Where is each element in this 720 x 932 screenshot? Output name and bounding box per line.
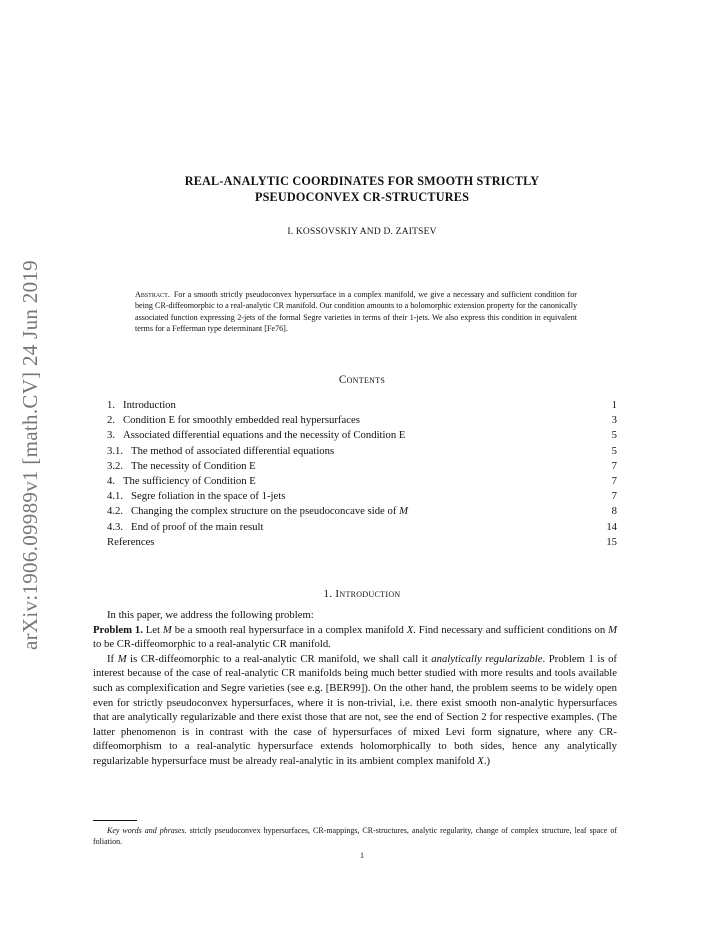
toc-entry[interactable] (107, 474, 617, 489)
problem-text: to be CR-diffeomorphic to a real-analytic CR manifold. (93, 638, 331, 651)
section-body (93, 608, 617, 769)
toc-entry[interactable] (107, 520, 617, 535)
toc-entry-title: Introduction (123, 399, 176, 411)
toc-entry-title: End of proof of the main result (131, 520, 264, 533)
page-number: 1 (360, 851, 364, 860)
toc-entry-page: 1 (611, 399, 617, 411)
toc-entry[interactable] (107, 398, 617, 413)
arxiv-identifier: arXiv:1906.09989v1 [math.CV] 24 Jun 2019 (18, 260, 42, 650)
toc-entry-title: References (107, 535, 155, 548)
toc-entry[interactable] (107, 459, 617, 474)
toc-entry-title: Associated differential equations and the necessity of Condition E (123, 429, 406, 442)
toc-entry-page: 7 (611, 474, 617, 487)
authors: I. KOSSOVSKIY AND D. ZAITSEV (287, 227, 437, 237)
abstract-label: Abstract. (135, 290, 170, 299)
defined-term: analytically regularizable (431, 652, 543, 665)
problem-text: . Find necessary and sufficient conditions on (413, 623, 609, 636)
math-symbol: M (399, 505, 408, 518)
toc-entry-title: The method of associated differential equations (131, 444, 335, 457)
toc-entry-page: 7 (611, 459, 617, 472)
toc-entry-number: 1. (107, 399, 124, 411)
paragraph-text: is CR-diffeomorphic to a real-analytic CR manifold, we shall call it (126, 652, 432, 665)
toc-entry-number: 4.1. (107, 490, 132, 503)
footnote-divider (93, 820, 137, 821)
footnote-label: Key words and phrases. (107, 826, 187, 835)
math-symbol: M (608, 623, 617, 636)
toc-entry-title (131, 504, 597, 519)
footnote-text: strictly pseudoconvex hypersurfaces, CR-mappings, CR-structures, analytic regularity, change of complex structure, leaf space of foliation. (93, 826, 617, 846)
math-symbol: X (477, 754, 484, 767)
title-line: REAL-ANALYTIC COORDINATES FOR SMOOTH STRICTLY (184, 174, 540, 188)
paper-title (107, 173, 617, 205)
toc-entry-title: Condition E for smoothly embedded real hypersurfaces (123, 414, 360, 427)
toc-entry-number: 3.2. (107, 459, 132, 472)
toc-entry[interactable] (107, 428, 617, 443)
paragraph (93, 652, 617, 769)
math-symbol: M (162, 623, 172, 636)
abstract (135, 289, 577, 334)
problem-label: Problem 1. (93, 623, 143, 636)
toc-entry-page: 15 (606, 535, 617, 548)
toc-entry-number: 3. (107, 429, 124, 442)
toc-entry-title: Segre foliation in the space of 1-jets (131, 490, 286, 503)
toc-entry-number: 4.2. (107, 505, 132, 518)
problem-statement (93, 623, 617, 652)
toc-entry[interactable] (107, 489, 617, 504)
paragraph-text: .) (483, 754, 491, 767)
toc-entry-page: 5 (611, 429, 617, 442)
title-line: PSEUDOCONVEX CR-STRUCTURES (254, 190, 470, 204)
abstract-text: For a smooth strictly pseudoconvex hypersurface in a complex manifold, we give a necessary and sufficient condition for being CR-diffeomorphic to a real-analytic CR manifold. Our condition amounts to a holomorphic extension property for the canonically associated function expressing 2-jets of the formal Segre varieties in terms of their 1-jets. We also express this condition in equivalent terms for a Fefferman type determinant [Fe76]. (135, 290, 577, 333)
paragraph-text: . Problem 1 is of interest because of the case of real-analytic CR manifolds being much better studied with more results and tools available such as complexification and Segre varieties (see e.g. [BER99]). On the other hand, the problem seems to be widely open even for strictly pseudoconvex hypersurfaces, where it is non-trivial, i.e. there exist smooth non-analytic hypersurfaces that are analytically regularizable and there exist those that are not, see the end of Section 2 for respective examples. (The latter phenomenon is in contrast with the case of hypersurfaces of mixed Levi form signature, where any CR-diffeomorphism to a real-analytic hypersurface extends holomorphically to both sides, hence any analytically regularizable hypersurface must be already real-analytic in its ambient complex manifold (93, 652, 617, 767)
toc-entry-page: 7 (611, 490, 617, 503)
problem-text: Let (142, 623, 163, 636)
toc-entry-title: The necessity of Condition E (131, 459, 256, 472)
paragraph: In this paper, we address the following problem: (107, 609, 314, 621)
toc-entry-title: The sufficiency of Condition E (123, 474, 256, 487)
toc-entry[interactable] (107, 535, 617, 550)
toc-entry-number: 4.3. (107, 520, 132, 533)
toc-entry[interactable] (107, 504, 617, 519)
math-symbol: M (117, 652, 127, 665)
toc-entry-page: 5 (611, 444, 617, 457)
math-symbol: X (406, 623, 414, 636)
paragraph-text: If (107, 652, 118, 665)
toc-entry-page: 3 (611, 414, 617, 427)
toc-entry-page: 8 (611, 505, 617, 518)
toc-entry-number: 4. (107, 474, 124, 487)
section-heading: 1. Introduction (323, 588, 401, 600)
toc-entry-title-text: Changing the complex structure on the pseudoconcave side of (131, 505, 400, 518)
toc-entry-page: 14 (606, 520, 617, 533)
problem-text: be a smooth real hypersurface in a complex manifold (171, 623, 407, 636)
footnote (93, 825, 617, 847)
contents-heading: Contents (338, 374, 386, 386)
toc-entry-number: 2. (107, 414, 124, 427)
toc-entry[interactable] (107, 413, 617, 428)
table-of-contents (107, 398, 617, 550)
toc-entry[interactable] (107, 444, 617, 459)
toc-entry-number: 3.1. (107, 444, 132, 457)
